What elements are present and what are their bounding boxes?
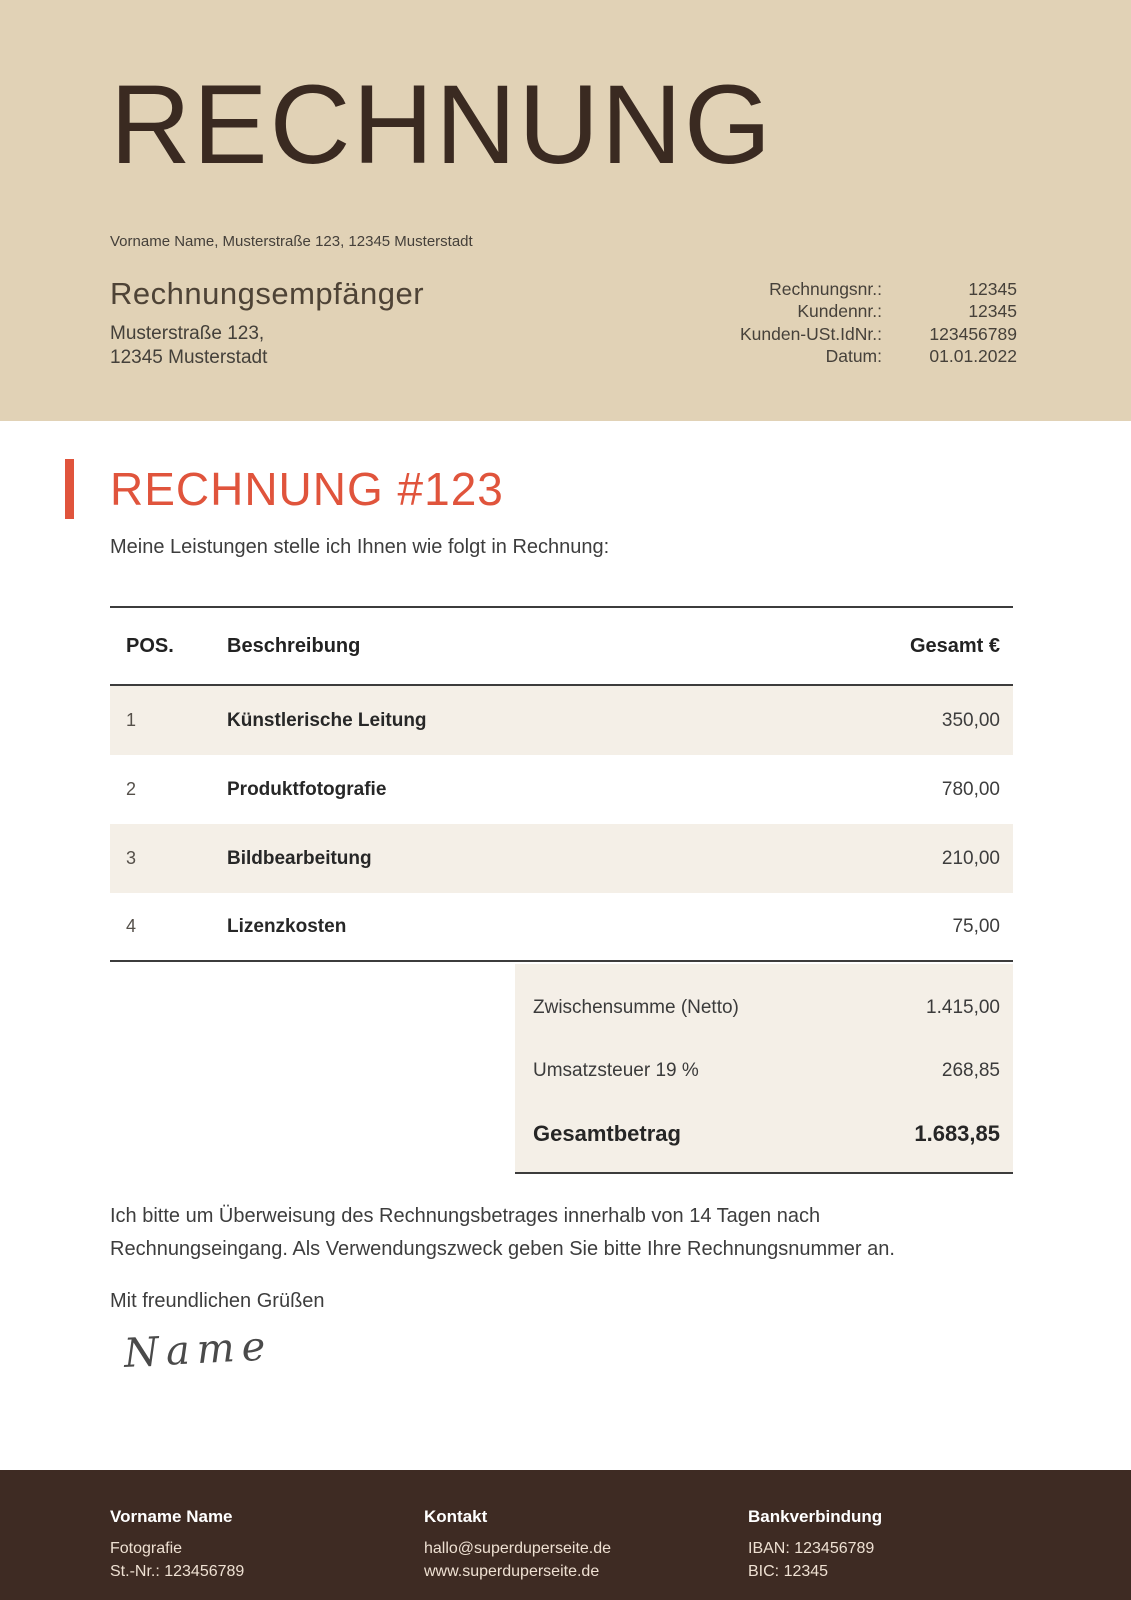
meta-label: Datum:: [825, 346, 882, 367]
meta-row-customer-number: [740, 300, 1017, 323]
summary-row-vat: [515, 1039, 1013, 1102]
recipient-address-line2: 12345 Musterstadt: [110, 346, 268, 368]
footer-bic: BIC: 12345: [748, 1563, 829, 1580]
footer-iban: IBAN: 123456789: [748, 1540, 875, 1557]
table-row: [110, 686, 1013, 755]
table-header-row: [110, 606, 1013, 686]
meta-value: 12345: [968, 278, 1017, 299]
cell-description: Künstlerische Leitung: [227, 709, 427, 731]
summary-label: Umsatzsteuer 19 %: [533, 1059, 699, 1081]
meta-row-date: [740, 345, 1017, 368]
footer-line: Fotografie: [110, 1540, 183, 1557]
accent-bar: [65, 459, 74, 519]
cell-total: 350,00: [941, 709, 1000, 731]
summary-row-grand-total: [515, 1102, 1013, 1165]
cell-pos: 4: [126, 916, 137, 936]
summary-row-subtotal: [515, 976, 1013, 1039]
footer-column-sender: [110, 1507, 424, 1600]
footer-line: St.-Nr.: 123456789: [110, 1563, 245, 1580]
recipient-heading: Rechnungsempfänger: [110, 275, 425, 311]
meta-label: Rechnungsnr.:: [769, 278, 882, 299]
recipient-address: [110, 322, 424, 370]
cell-total: 780,00: [941, 778, 1000, 800]
footer-title: Bankverbindung: [748, 1507, 883, 1526]
footer-website: www.superduperseite.de: [424, 1563, 600, 1580]
meta-value: 01.01.2022: [929, 346, 1017, 367]
meta-row-vat-id: [740, 323, 1017, 346]
invoice-meta-block: [740, 278, 1017, 368]
recipient-block: [110, 276, 424, 370]
cell-description: Produktfotografie: [227, 778, 387, 800]
summary-value: 268,85: [941, 1059, 1000, 1081]
line-items-table: [110, 606, 1013, 962]
section-title-row: [110, 458, 1013, 520]
footer-column-contact: [424, 1507, 748, 1600]
document-footer: [0, 1470, 1131, 1600]
totals-summary: [515, 964, 1013, 1174]
meta-row-invoice-number: [740, 278, 1017, 301]
footer-title: Vorname Name: [110, 1507, 233, 1526]
table-row: [110, 755, 1013, 824]
table-row: [110, 824, 1013, 893]
summary-value: 1.415,00: [926, 996, 1000, 1018]
cell-description: Lizenzkosten: [227, 915, 347, 937]
intro-text: Meine Leistungen stelle ich Ihnen wie folgt in Rechnung:: [110, 536, 610, 558]
column-header-pos: POS.: [126, 634, 174, 657]
footer-title: Kontakt: [424, 1507, 488, 1526]
cell-pos: 2: [126, 779, 137, 799]
summary-label: Zwischensumme (Netto): [533, 996, 739, 1018]
signature: Name: [122, 1323, 274, 1377]
column-header-description: Beschreibung: [227, 634, 361, 657]
closing-text: Mit freundlichen Grüßen: [110, 1290, 325, 1312]
cell-total: 75,00: [952, 915, 1000, 937]
meta-label: Kunden-USt.IdNr.:: [739, 323, 882, 344]
cell-description: Bildbearbeitung: [227, 847, 372, 869]
payment-note: Ich bitte um Überweisung des Rechnungsbetrages innerhalb von 14 Tagen nach Rechnungseingang. Als Verwendungszweck geben Sie bitte Ihre Rechnungsnummer an.: [110, 1205, 895, 1260]
cell-total: 210,00: [941, 847, 1000, 869]
document-body: [0, 458, 1131, 1470]
summary-label: Gesamtbetrag: [533, 1120, 681, 1146]
footer-column-bank: [748, 1507, 1013, 1600]
meta-value: 123456789: [929, 323, 1017, 344]
table-row: [110, 893, 1013, 962]
cell-pos: 1: [126, 710, 137, 730]
cell-pos: 3: [126, 848, 137, 868]
header-info-row: [110, 276, 1017, 370]
document-title: RECHNUNG: [110, 62, 774, 187]
column-header-total: Gesamt €: [909, 634, 1000, 657]
invoice-number-heading: RECHNUNG #123: [110, 463, 504, 515]
footer-email: hallo@superduperseite.de: [424, 1540, 612, 1557]
document-header: [0, 0, 1131, 421]
sender-address-line: Vorname Name, Musterstraße 123, 12345 Musterstadt: [110, 232, 473, 250]
recipient-address-line1: Musterstraße 123,: [110, 322, 265, 344]
meta-label: Kundennr.:: [797, 301, 882, 322]
summary-value: 1.683,85: [914, 1120, 1000, 1146]
meta-value: 12345: [968, 301, 1017, 322]
